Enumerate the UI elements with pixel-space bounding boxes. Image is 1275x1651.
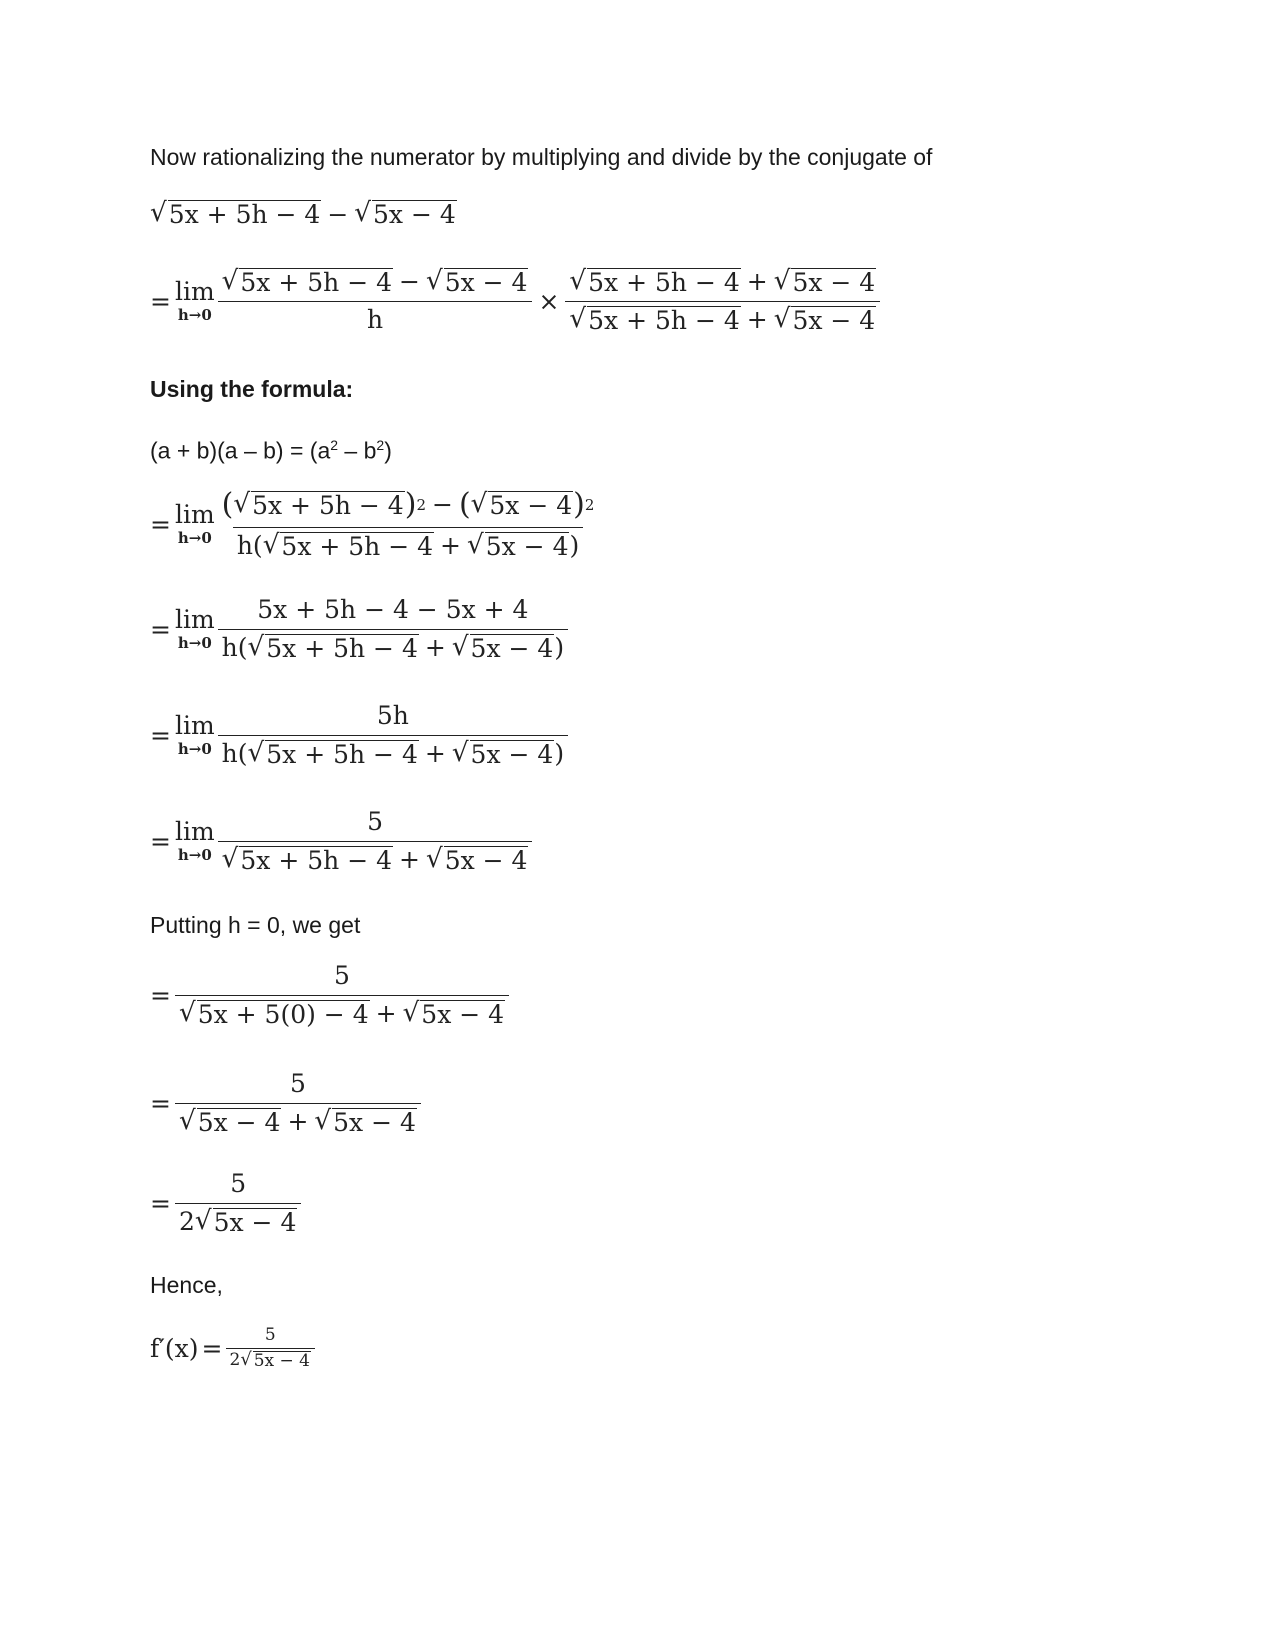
formula-identity: $(a + b)(a - b) = (a^2 - b^2)$	[150, 437, 392, 464]
limit-operator: lim h→0	[174, 711, 215, 759]
equation-step-5: = lim h→0 5 √ 5x + 5h − 4 + √ 5x − 4	[150, 808, 532, 875]
fraction: 5 √ 5x − 4 + √ 5x − 4	[175, 1070, 421, 1137]
sqrt-term: √ 5x + 5h − 4	[150, 198, 321, 230]
formula-heading: Using the formula:	[150, 376, 354, 402]
equation-step-4: = lim h→0 5h h( √ 5x + 5h − 4 + √ 5x − 4 )	[150, 702, 568, 769]
fraction: 5x + 5h − 4 − 5x + 4 h( √ 5x + 5h − 4 + √ 5x − 4 )	[218, 596, 568, 663]
limit-operator: lim h→0	[174, 277, 215, 325]
limit-operator: lim h→0	[174, 605, 215, 653]
derivative-label: f′(x)	[150, 1333, 199, 1363]
final-result: f′(x) = 5 2 √ 5x − 4	[150, 1326, 315, 1370]
equation-step-1: = lim h→0 √ 5x + 5h − 4 − √ 5x − 4 h × √ 5x + 5h − 4 + √ 5x − 4 √ 5x + 5h − 4 + √ 5x − 4	[150, 268, 880, 335]
intro-paragraph: Now rationalizing the numerator by multiplying and divide by the conjugate of	[150, 144, 933, 170]
equation-step-3: = lim h→0 5x + 5h − 4 − 5x + 4 h( √ 5x + 5h − 4 + √ 5x − 4 )	[150, 596, 568, 663]
fraction: 5 2 √ 5x − 4	[175, 1170, 301, 1237]
equation-step-7: = 5 √ 5x − 4 + √ 5x − 4	[150, 1070, 421, 1137]
conjugate-expression: √ 5x + 5h − 4 − √ 5x − 4	[150, 198, 456, 230]
limit-operator: lim h→0	[174, 817, 215, 865]
equation-step-2: = lim h→0 ( √ 5x + 5h − 4 ) 2 − ( √ 5x − 4 ) 2 h( √ 5x + 5h − 4 + √ 5x − 4 )	[150, 488, 598, 560]
equation-step-6: = 5 √ 5x + 5(0) − 4 + √ 5x − 4	[150, 962, 509, 1029]
fraction: 5 2 √ 5x − 4	[226, 1326, 315, 1370]
fraction: 5 √ 5x + 5h − 4 + √ 5x − 4	[218, 808, 533, 875]
limit-operator: lim h→0	[174, 500, 215, 548]
fraction: √ 5x + 5h − 4 − √ 5x − 4 h	[218, 268, 533, 335]
fraction: ( √ 5x + 5h − 4 ) 2 − ( √ 5x − 4 ) 2 h( √ 5x + 5h − 4 + √ 5x − 4 )	[221, 487, 595, 561]
fraction: 5 √ 5x + 5(0) − 4 + √ 5x − 4	[175, 962, 509, 1029]
sqrt-term: √ 5x − 4	[354, 198, 456, 230]
equation-step-8: = 5 2 √ 5x − 4	[150, 1170, 301, 1237]
putting-h-zero-text: Putting h = 0, we get	[150, 912, 361, 938]
conjugate-fraction: √ 5x + 5h − 4 + √ 5x − 4 √ 5x + 5h − 4 + √ 5x − 4	[565, 268, 880, 335]
fraction: 5h h( √ 5x + 5h − 4 + √ 5x − 4 )	[218, 702, 568, 769]
hence-text: Hence,	[150, 1272, 223, 1298]
